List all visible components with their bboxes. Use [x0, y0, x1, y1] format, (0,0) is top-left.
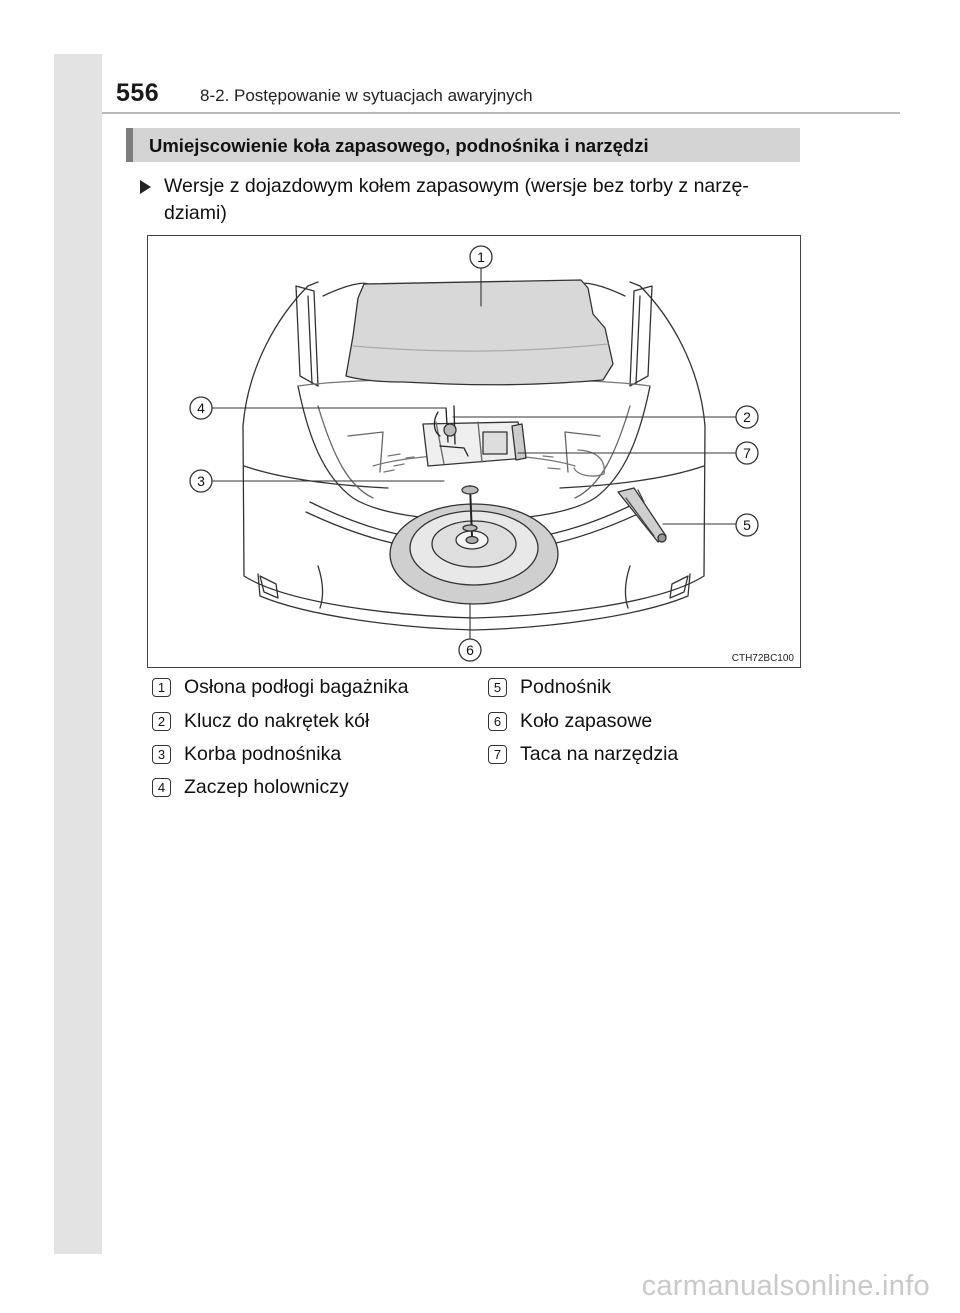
running-head: 8-2. Postępowanie w sytuacjach awaryjnych	[200, 86, 533, 105]
legend-number-badge: 7	[488, 745, 507, 764]
legend-number-badge: 1	[152, 678, 171, 697]
trunk-illustration	[147, 235, 801, 668]
legend-item	[152, 743, 341, 766]
legend-label: Taca na narzędzia	[520, 743, 679, 765]
trunk-drawing	[148, 236, 800, 667]
legend-number-badge: 6	[488, 712, 507, 731]
callout-4: 4	[197, 400, 205, 416]
side-strip	[54, 54, 102, 1254]
callout-6: 6	[466, 642, 474, 658]
page-number: 556	[116, 79, 160, 107]
legend-label: Osłona podłogi bagażnika	[184, 676, 409, 698]
callout-5: 5	[743, 517, 751, 533]
legend-number-badge: 4	[152, 778, 171, 797]
legend-number-badge: 3	[152, 745, 171, 764]
callout-2: 2	[743, 409, 751, 425]
callout-3: 3	[197, 473, 205, 489]
section-heading-bar	[126, 128, 800, 162]
legend-item	[488, 743, 678, 766]
header-divider	[102, 112, 900, 114]
legend-label: Koło zapasowe	[520, 710, 653, 732]
legend-label: Korba podnośnika	[184, 743, 342, 765]
watermark: carmanualsonline.info	[641, 1270, 930, 1302]
legend-number-badge: 5	[488, 678, 507, 697]
callout-7: 7	[743, 445, 751, 461]
legend-item	[488, 710, 652, 733]
legend-item	[152, 776, 349, 799]
legend-item	[152, 710, 369, 733]
legend-number-badge: 2	[152, 712, 171, 731]
section-title: Umiejscowienie koła zapasowego, podnośnika i narzędzi	[149, 135, 649, 156]
legend-list	[152, 676, 812, 816]
legend-label: Podnośnik	[520, 676, 612, 698]
variant-note	[140, 173, 805, 227]
legend-label: Klucz do nakrętek kół	[184, 710, 370, 732]
figure-code: CTH72BC100	[731, 653, 794, 664]
callout-1: 1	[477, 249, 485, 265]
variant-text: Wersje z dojazdowym kołem zapasowym (wersje bez torby z narzę-dziami)	[164, 175, 749, 224]
legend-item	[152, 676, 408, 699]
triangle-bullet-icon	[140, 180, 151, 194]
legend-label: Zaczep holowniczy	[184, 776, 349, 798]
legend-item	[488, 676, 611, 699]
